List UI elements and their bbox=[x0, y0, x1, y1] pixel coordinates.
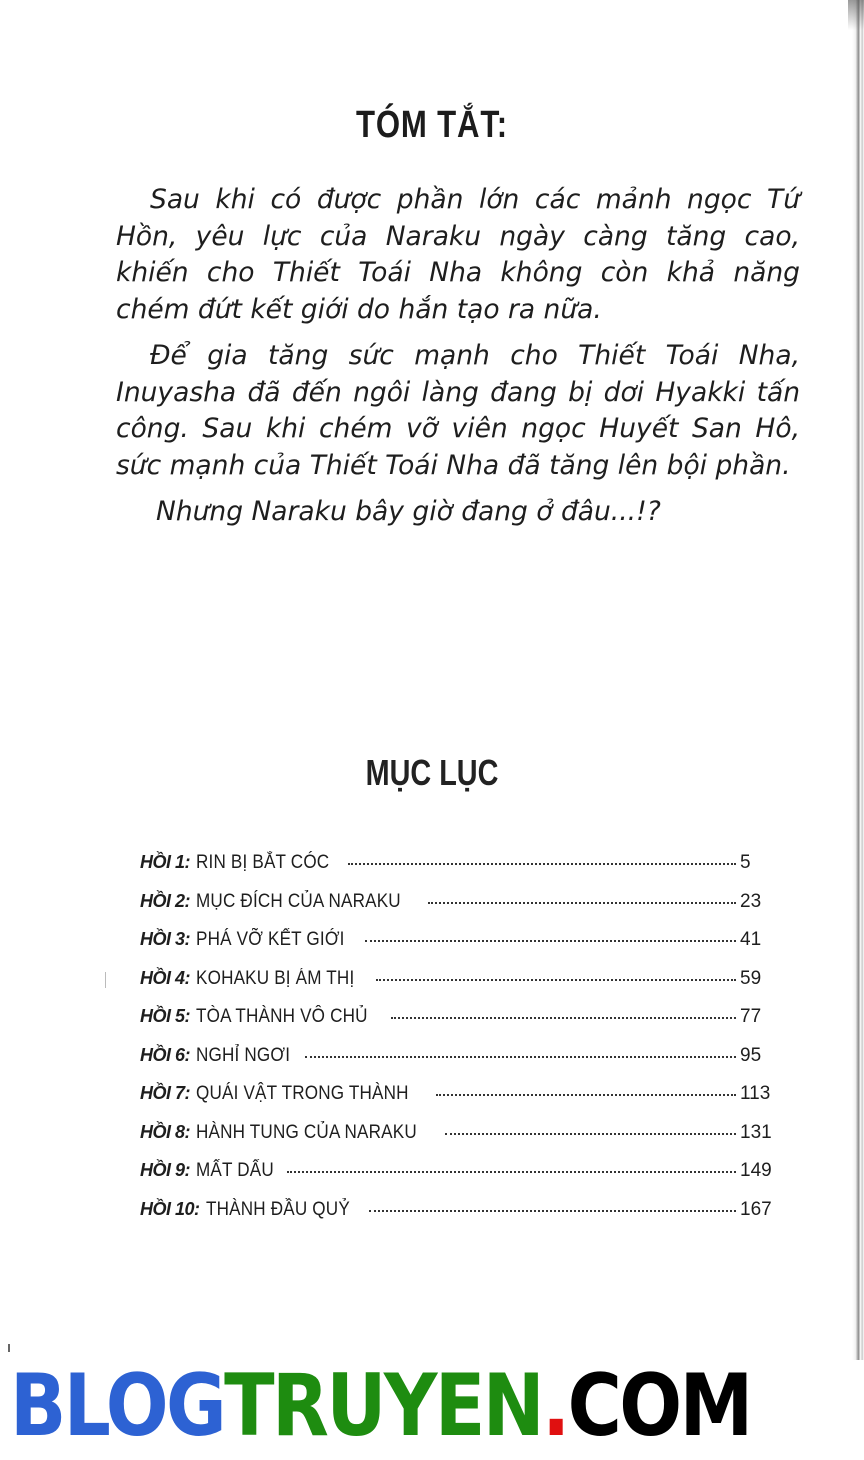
toc-leader-dots bbox=[305, 1056, 736, 1058]
toc-page-number: 5 bbox=[740, 852, 751, 873]
toc-entry bbox=[140, 1083, 780, 1122]
summary-paragraph-3: Nhưng Naraku bây giờ đang ở đâu...!? bbox=[156, 496, 661, 527]
toc-page-number: 41 bbox=[740, 929, 762, 950]
toc-page-number: 77 bbox=[740, 1006, 762, 1027]
toc-chapter-name: PHÁ VỠ KẾT GIỚI bbox=[196, 929, 345, 950]
blogtruyen-watermark-logo bbox=[10, 1356, 751, 1456]
toc-leader-dots bbox=[287, 1171, 736, 1173]
toc-entry bbox=[140, 1006, 780, 1045]
toc-chapter-number: HỒI 10: bbox=[140, 1198, 200, 1219]
toc-entry bbox=[140, 891, 780, 930]
summary-section bbox=[116, 182, 800, 541]
toc-entry bbox=[140, 1045, 780, 1084]
toc-chapter-name: RIN BỊ BẮT CÓC bbox=[196, 852, 330, 873]
toc-chapter-name: TÒA THÀNH VÔ CHỦ bbox=[196, 1006, 368, 1027]
toc-entry bbox=[140, 968, 780, 1007]
toc-leader-dots bbox=[365, 940, 736, 942]
toc-chapter-number: HỒI 1: bbox=[140, 852, 191, 872]
toc-leader-dots bbox=[391, 1017, 736, 1019]
toc-chapter-number: HỒI 9: bbox=[140, 1160, 191, 1180]
toc-chapter-name: KOHAKU BỊ ÁM THỊ bbox=[196, 967, 355, 989]
watermark-com: COM bbox=[567, 1356, 751, 1456]
toc-chapter-number: HỒI 4: bbox=[140, 967, 191, 988]
summary-paragraph-1: Sau khi có được phần lớn các mảnh ngọc Tứ Hồn, yêu lực của Naraku ngày càng tăng cao, khiến cho Thiết Toái Nha không còn khả năng chém đứt kết giới do hắn tạo ra nữa. bbox=[116, 184, 800, 325]
toc-leader-dots bbox=[376, 979, 736, 981]
watermark-truyen: TRUYEN bbox=[224, 1356, 543, 1456]
toc-chapter-number: HỒI 2: bbox=[140, 890, 191, 911]
toc-leader-dots bbox=[436, 1094, 736, 1096]
toc-entry bbox=[140, 1199, 780, 1238]
toc-leader-dots bbox=[445, 1133, 736, 1135]
table-of-contents bbox=[140, 852, 780, 1237]
toc-leader-dots bbox=[348, 863, 736, 865]
summary-title: TÓM TẮT: bbox=[356, 104, 508, 146]
toc-chapter-name: QUÁI VẬT TRONG THÀNH bbox=[196, 1083, 409, 1104]
toc-chapter-number: HỒI 5: bbox=[140, 1006, 191, 1026]
scan-mark-bottom bbox=[8, 1344, 10, 1352]
toc-page-number: 167 bbox=[740, 1198, 772, 1220]
toc-chapter-name: MỤC ĐÍCH CỦA NARAKU bbox=[196, 890, 401, 912]
summary-paragraph-2: Để gia tăng sức mạnh cho Thiết Toái Nha, Inuyasha đã đến ngôi làng đang bị dơi Hyakki tấn công. Sau khi chém vỡ viên ngọc Huyết San Hô, sức mạnh của Thiết Toái Nha đã tăng lên bội phần. bbox=[116, 340, 800, 481]
toc-chapter-number: HỒI 6: bbox=[140, 1044, 191, 1065]
toc-entry bbox=[140, 929, 780, 968]
toc-chapter-name: HÀNH TUNG CỦA NARAKU bbox=[196, 1121, 417, 1143]
toc-page-number: 59 bbox=[740, 967, 762, 989]
watermark-blog: BLOG bbox=[10, 1356, 225, 1456]
toc-chapter-name: THÀNH ĐẦU QUỶ bbox=[205, 1198, 350, 1220]
toc-leader-dots bbox=[428, 902, 736, 904]
toc-page-number: 113 bbox=[740, 1083, 771, 1104]
toc-leader-dots bbox=[369, 1210, 736, 1212]
toc-title: MỤC LỤC bbox=[365, 752, 499, 793]
toc-page-number: 149 bbox=[740, 1160, 772, 1181]
page-edge-top-shadow bbox=[848, 0, 864, 30]
page-edge-shadow bbox=[852, 0, 864, 1360]
toc-page-number: 131 bbox=[740, 1121, 772, 1143]
toc-entry bbox=[140, 1160, 780, 1199]
toc-chapter-number: HỒI 8: bbox=[140, 1121, 191, 1142]
scan-mark bbox=[105, 972, 106, 988]
toc-chapter-name: NGHỈ NGƠI bbox=[196, 1044, 291, 1066]
toc-entry bbox=[140, 852, 780, 891]
toc-page-number: 95 bbox=[740, 1044, 762, 1066]
toc-page-number: 23 bbox=[740, 890, 762, 912]
toc-chapter-number: HỒI 3: bbox=[140, 929, 191, 949]
watermark-dot: . bbox=[542, 1356, 568, 1456]
toc-entry bbox=[140, 1122, 780, 1161]
toc-chapter-name: MẤT DẤU bbox=[196, 1160, 274, 1181]
toc-chapter-number: HỒI 7: bbox=[140, 1083, 191, 1103]
